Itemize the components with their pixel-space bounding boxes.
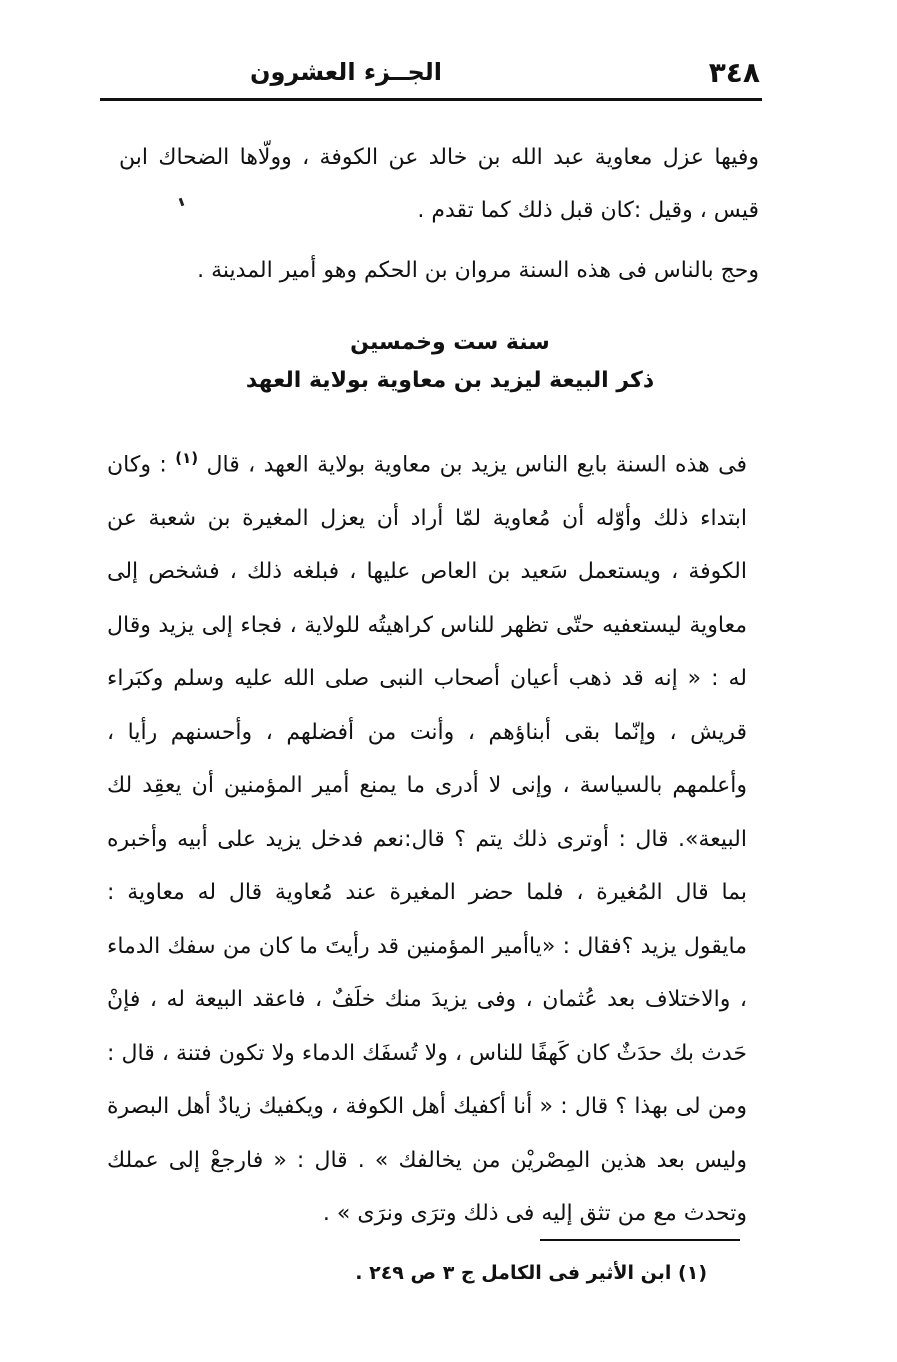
running-head [100,52,760,92]
paragraph-governor: وفيها عزل معاوية عبد الله بن خالد عن الكوفة ، وولّاها الضحاك ابن قيس ، وقيل :كان قبل ذلك كما تقدم . [119,145,759,223]
year-heading: سنة ست وخمسين [350,330,550,355]
header-title: الجــزء العشرون [250,58,443,86]
header-divider [100,98,762,101]
body-text [107,432,747,1241]
page-number: ٣٤٨ [708,55,760,89]
body-intro: فى هذه السنة بايع الناس يزيد بن معاوية بولاية العهد ، قال [206,452,747,478]
footnote-marker: (١) [175,449,199,467]
section-heading: ذكر البيعة ليزيد بن معاوية بولاية العهد [245,368,655,393]
footnote-divider [540,1239,740,1241]
paragraph-hajj: وحج بالناس فى هذه السنة مروان بن الحكم وهو أمير المدينة . [197,258,759,283]
body-rest: : وكان ابتداء ذلك وأوّله أن مُعاوية لمّا أراد أن يعزل المغيرة بن شعبة عن الكوفة ، ويستعمل سَعيد بن العاص عليها ، فبلغه ذلك ، فشخص إلى معاوية ليستعفيه حتّى تظهر للناس كراهيتُه للولاية ، فجاء إلى يزيد وقال له : « إنه قد ذهب أعيان أصحاب النبى صلى الله عليه وسلم وكبَراء قريش ، وإنّما بقى أبناؤهم ، وأنت من أفضلهم ، وأحسنهم رأيا ، وأعلمهم بالسياسة ، وإنى لا أدرى ما يمنع أمير المؤمنين أن يعقِد لك البيعة». قال : أوترى ذلك يتم ؟ قال:نعم فدخل يزيد على أبيه وأخبره بما قال المُغيرة ، فلما حضر المغيرة عند مُعاوية قال له معاوية : مايقول يزيد ؟فقال : «ياأمير المؤمنين قد رأيتَ ما كان من سفك الدماء ، والاختلاف بعد عُثمان ، وفى يزيدَ منك خلَفٌ ، فاعقد البيعة له ، فإنْ حَدث بك حدَثٌ كان كَهفًا للناس ، ولا تُسفَك الدماء ولا تكون فتنة ، قال : ومن لى بهذا ؟ قال : « أنا أكفيك أهل الكوفة ، ويكفيك زيادٌ أهل البصرة وليس بعد هذين المِصْريْن من يخالفك » . قال : « فارجعْ إلى عملك وتحدث مع من تثق إليه فى ذلك وترَى ونرَى » . [107,452,747,1227]
footnote: (١) ابن الأثير فى الكامل ج ٣ ص ٢٤٩ . [355,1262,707,1284]
